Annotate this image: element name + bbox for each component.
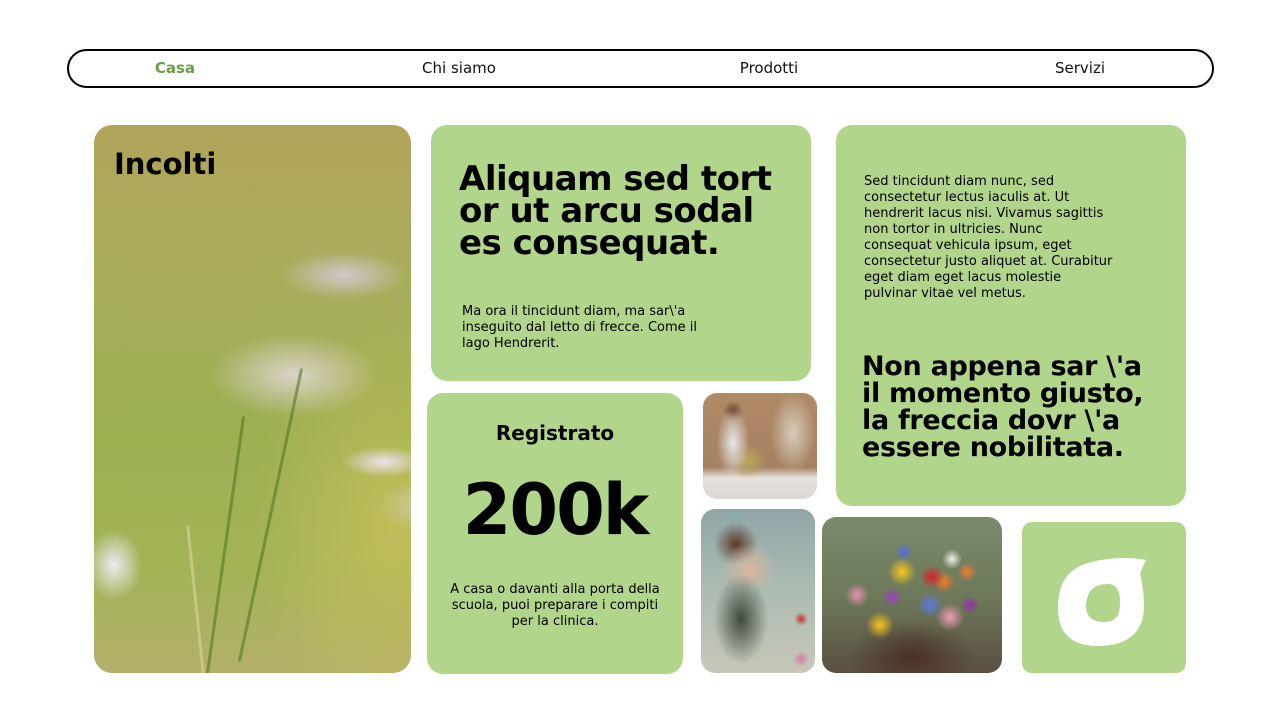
text-card-body: Sed tincidunt diam nunc, sed consectetur lectus iaculis at. Ut hendrerit lacus nisi. Vivamus sagittis non tortor in ultricies. Nunc consequat vehicula ipsum, eget consectetur justo aliquet at. Curabitur eget diam eget lacus molestie pulvinar vitae vel metus.: [864, 174, 1113, 301]
stat-card: [427, 393, 683, 674]
leaf-o-logo-icon: [1058, 556, 1148, 648]
text-card-heading: Non appena sar \'a il momento giusto, la freccia dovr \'a essere nobilitata.: [862, 351, 1144, 463]
main-navigation: [67, 49, 1214, 88]
grass-stem: [238, 368, 303, 662]
nav-item-chi-siamo[interactable]: Chi siamo: [422, 59, 496, 77]
stat-label: Registrato: [495, 421, 615, 445]
photo-florist-working: [701, 509, 815, 673]
photo-florist-arranging: [703, 393, 817, 499]
grass-stem: [206, 416, 245, 673]
photo-title: Incolti: [114, 147, 217, 181]
photo-colorful-bouquet: [822, 517, 1002, 673]
nav-item-servizi[interactable]: Servizi: [1054, 59, 1106, 77]
headline-card: [431, 125, 811, 381]
headline-body-text: Ma ora il tincidunt diam, ma sar\'a inseguito dal letto di frecce. Come il lago Hendrerit.: [462, 304, 697, 351]
nav-item-casa[interactable]: Casa: [154, 59, 196, 77]
stat-description: A casa o davanti alla porta della scuola, puoi preparare i compiti per la clinica.: [450, 582, 660, 629]
text-card: [836, 125, 1186, 506]
headline-heading: Aliquam sed tort or ut arcu sodal es consequat.: [459, 159, 772, 263]
hero-photo-wildflowers: [94, 125, 411, 673]
stat-value: 200k: [462, 469, 648, 551]
logo-card: [1022, 522, 1186, 673]
grass-stem: [186, 525, 205, 673]
nav-item-prodotti[interactable]: Prodotti: [739, 59, 799, 77]
